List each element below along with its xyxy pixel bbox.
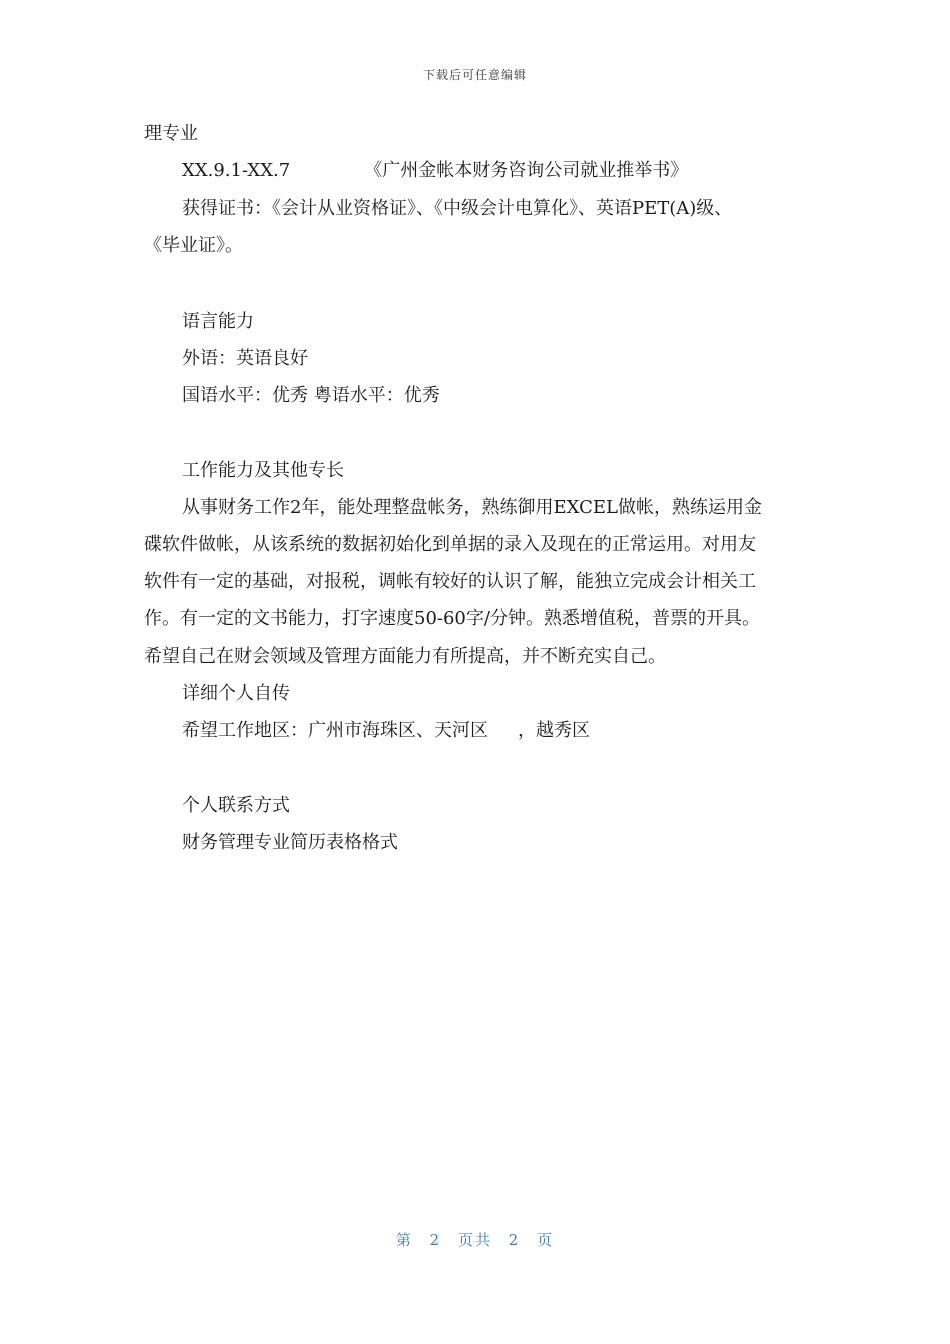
skills-paragraph-line-2: 碟软件做帐，从该系统的数据初始化到单据的录入及现在的正常运用。对用友 bbox=[144, 534, 756, 555]
skills-paragraph-line-3: 软件有一定的基础，对报税，调帐有较好的认识了解，能独立完成会计相关工 bbox=[144, 571, 756, 592]
certificates-line-2: 《毕业证》。 bbox=[144, 235, 243, 256]
major-tail-text: 理专业 bbox=[144, 123, 198, 144]
foreign-language-text: 外语：英语良好 bbox=[182, 348, 308, 369]
education-period-line bbox=[182, 159, 688, 183]
self-intro-heading: 详细个人自传 bbox=[182, 683, 290, 704]
skills-paragraph-line-5: 希望自己在财会领域及管理方面能力有所提高，并不断充实自己。 bbox=[144, 646, 666, 667]
skills-paragraph-line-1: 从事财务工作2年，能处理整盘帐务，熟练御用EXCEL做帐，熟练运用金 bbox=[182, 497, 762, 518]
recommendation-text: 《广州金帐本财务咨询公司就业推举书》 bbox=[364, 160, 689, 181]
contact-heading: 个人联系方式 bbox=[182, 795, 290, 816]
dialects-text: 国语水平：优秀 粤语水平：优秀 bbox=[182, 385, 440, 406]
page-header: 下载后可任意编辑 bbox=[422, 68, 527, 82]
work-area-line bbox=[182, 719, 590, 743]
skills-paragraph-line-4: 作。有一定的文书能力，打字速度50-60字/分钟。熟悉增值税，普票的开具。 bbox=[144, 608, 760, 629]
certificates-line-1: 获得证书：《会计从业资格证》、《中级会计电算化》、英语PET(A)级、 bbox=[182, 198, 733, 219]
language-heading: 语言能力 bbox=[182, 311, 254, 332]
document-title-text: 财务管理专业简历表格格式 bbox=[182, 832, 398, 853]
page-footer: 第 2 页共 2 页 bbox=[395, 1231, 555, 1249]
skills-heading: 工作能力及其他专长 bbox=[182, 460, 344, 481]
work-area-text-b: ，越秀区 bbox=[518, 720, 590, 741]
period-text: XX.9.1-XX.7 bbox=[182, 160, 291, 181]
work-area-text-a: 希望工作地区：广州市海珠区、天河区 bbox=[182, 720, 488, 741]
